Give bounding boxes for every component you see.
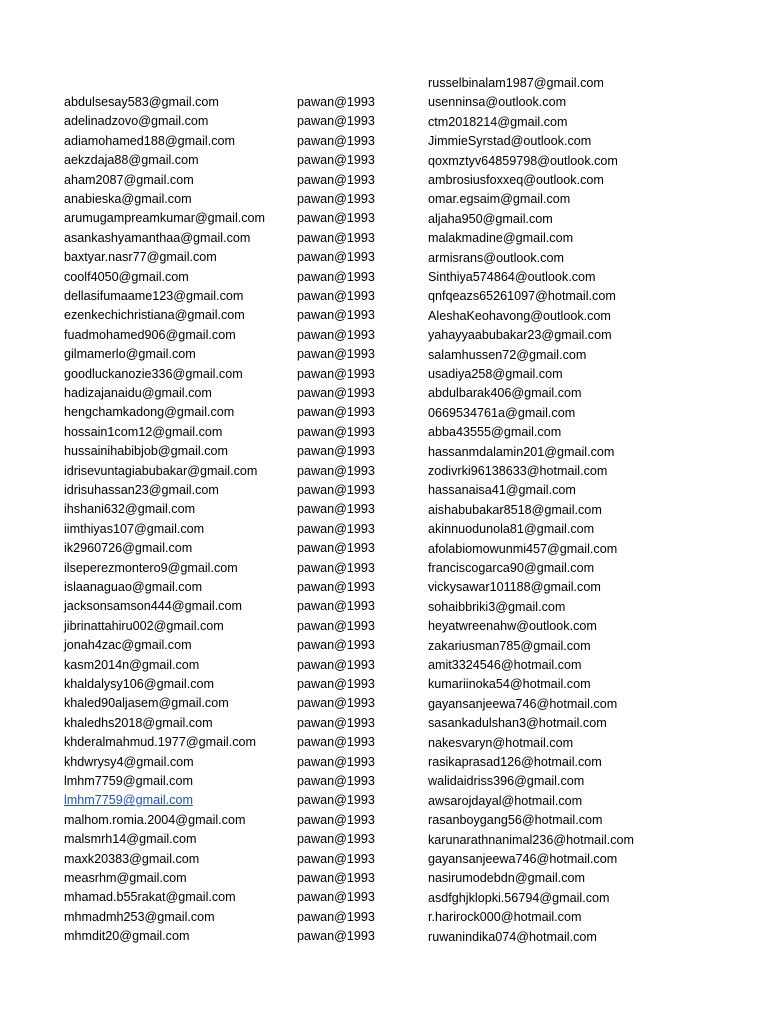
password-cell: pawan@1993 — [297, 754, 375, 769]
email-cell: hengchamkadong@gmail.com — [64, 405, 235, 420]
email-cell: adelinadzovo@gmail.com — [64, 114, 209, 129]
password-cell: pawan@1993 — [297, 657, 375, 672]
email-cell: hussainihabibjob@gmail.com — [64, 444, 228, 459]
password-cell: pawan@1993 — [297, 812, 375, 827]
password-cell: pawan@1993 — [297, 871, 375, 885]
email-cell: aekzdaja88@gmail.com — [64, 153, 199, 168]
email-cell: karunarathnanimal236@hotmail.com — [428, 832, 634, 847]
email-cell: usadiya258@gmail.com — [428, 367, 563, 381]
email-cell: baxtyar.nasr77@gmail.com — [64, 250, 217, 265]
password-cell: pawan@1993 — [297, 444, 375, 459]
email-cell: arumugampreamkumar@gmail.com — [64, 211, 266, 226]
email-cell: asdfghjklopki.56794@gmail.com — [428, 890, 610, 905]
password-cell: pawan@1993 — [297, 327, 375, 342]
email-cell: abdulbarak406@gmail.com — [428, 386, 582, 401]
email-cell: JimmieSyrstad@outlook.com — [428, 134, 592, 149]
email-cell: gilmamerlo@gmail.com — [64, 347, 196, 362]
email-cell: yahayyaabubakar23@gmail.com — [428, 328, 612, 343]
email-cell: qnfqeazs65261097@hotmail.com — [428, 289, 616, 304]
email-link[interactable]: lmhm7759@gmail.com — [64, 793, 193, 808]
email-cell: armisrans@outlook.com — [428, 250, 564, 265]
password-cell: pawan@1993 — [297, 211, 375, 226]
email-cell: russelbinalam1987@gmail.com — [428, 76, 604, 90]
password-cell: pawan@1993 — [297, 308, 375, 323]
email-cell: jibrinattahiru002@gmail.com — [64, 618, 224, 633]
email-cell: idrisevuntagiabubakar@gmail.com — [64, 463, 258, 478]
password-cell: pawan@1993 — [297, 347, 375, 362]
email-cell: nasirumodebdn@gmail.com — [428, 871, 585, 886]
email-cell: gayansanjeewa746@hotmail.com — [428, 852, 618, 866]
password-cell: pawan@1993 — [297, 133, 375, 148]
password-cell: pawan@1993 — [297, 715, 375, 730]
email-cell: hadizajanaidu@gmail.com — [64, 386, 212, 400]
password-cell: pawan@1993 — [297, 909, 375, 924]
email-cell: islaanaguao@gmail.com — [64, 580, 203, 594]
email-cell: mhamad.b55rakat@gmail.com — [64, 890, 236, 905]
email-cell: sohaibbriki3@gmail.com — [428, 599, 566, 614]
password-cell: pawan@1993 — [297, 289, 375, 303]
email-cell: ilseperezmontero9@gmail.com — [64, 560, 238, 575]
email-cell: walidaidriss396@gmail.com — [428, 774, 585, 789]
email-cell: 0669534761a@gmail.com — [428, 405, 576, 420]
email-cell: malsmrh14@gmail.com — [64, 832, 197, 847]
password-cell: pawan@1993 — [297, 774, 375, 788]
email-cell: fuadmohamed906@gmail.com — [64, 327, 236, 342]
password-cell: pawan@1993 — [297, 114, 375, 129]
email-cell: AleshaKeohavong@outlook.com — [428, 308, 611, 323]
password-cell: pawan@1993 — [297, 269, 375, 284]
password-cell: pawan@1993 — [297, 192, 375, 206]
email-cell: maxk20383@gmail.com — [64, 851, 200, 866]
password-cell: pawan@1993 — [297, 560, 375, 575]
email-cell: sasankadulshan3@hotmail.com — [428, 716, 607, 731]
email-cell: aishabubakar8518@gmail.com — [428, 502, 602, 517]
password-cell: pawan@1993 — [297, 793, 375, 808]
email-cell: khaledhs2018@gmail.com — [64, 715, 213, 730]
email-cell: franciscogarca90@gmail.com — [428, 561, 595, 575]
email-cell: lmhm7759@gmail.com — [64, 774, 193, 788]
email-cell: hassanaisa41@gmail.com — [428, 483, 576, 498]
email-cell: hassanmdalamin201@gmail.com — [428, 444, 615, 459]
password-cell: pawan@1993 — [297, 677, 375, 691]
email-cell: afolabiomowunmi457@gmail.com — [428, 541, 618, 556]
password-cell: pawan@1993 — [297, 502, 375, 517]
email-cell: salamhussen72@gmail.com — [428, 347, 587, 362]
email-cell: ezenkechichristiana@gmail.com — [64, 308, 245, 323]
email-cell: heyatwreenahw@outlook.com — [428, 619, 597, 634]
email-cell: ruwanindika074@hotmail.com — [428, 929, 597, 944]
email-cell: iimthiyas107@gmail.com — [64, 521, 205, 536]
email-cell: kumariinoka54@hotmail.com — [428, 677, 591, 692]
password-cell: pawan@1993 — [297, 230, 375, 245]
email-cell: zakariusman785@gmail.com — [428, 638, 591, 653]
email-cell: rasanboygang56@hotmail.com — [428, 813, 603, 828]
email-cell: goodluckanozie336@gmail.com — [64, 366, 243, 381]
email-cell: khdwrysy4@gmail.com — [64, 754, 194, 769]
password-cell: pawan@1993 — [297, 172, 375, 187]
password-cell: pawan@1993 — [297, 929, 375, 944]
email-cell: anabieska@gmail.com — [64, 192, 192, 206]
password-cell: pawan@1993 — [297, 366, 375, 381]
password-cell: pawan@1993 — [297, 521, 375, 536]
email-cell: dellasifumaame123@gmail.com — [64, 289, 244, 303]
email-cell: aljaha950@gmail.com — [428, 211, 553, 226]
password-cell: pawan@1993 — [297, 386, 375, 400]
email-cell: ik2960726@gmail.com — [64, 541, 193, 556]
password-cell: pawan@1993 — [297, 424, 375, 439]
email-cell: Sinthiya574864@outlook.com — [428, 270, 596, 284]
password-cell: pawan@1993 — [297, 696, 375, 711]
email-cell: gayansanjeewa746@hotmail.com — [428, 696, 618, 711]
email-cell: idrisuhassan23@gmail.com — [64, 483, 219, 497]
email-cell: mhmdit20@gmail.com — [64, 929, 190, 944]
email-cell: qoxmztyv64859798@outlook.com — [428, 153, 618, 168]
password-cell: pawan@1993 — [297, 405, 375, 420]
email-cell: mhmadmh253@gmail.com — [64, 909, 215, 924]
email-cell: akinnuodunola81@gmail.com — [428, 522, 595, 537]
email-cell: khaldalysy106@gmail.com — [64, 677, 214, 691]
email-cell: hossain1com12@gmail.com — [64, 424, 223, 439]
email-cell: zodivrki96138633@hotmail.com — [428, 464, 608, 478]
password-cell: pawan@1993 — [297, 851, 375, 866]
password-cell: pawan@1993 — [297, 735, 375, 750]
email-cell: coolf4050@gmail.com — [64, 269, 189, 284]
email-cell: awsarojdayal@hotmail.com — [428, 793, 583, 808]
email-cell: rasikaprasad126@hotmail.com — [428, 755, 602, 769]
email-cell: abdulsesay583@gmail.com — [64, 95, 219, 109]
password-cell: pawan@1993 — [297, 580, 375, 594]
email-cell: vickysawar101188@gmail.com — [428, 580, 601, 595]
password-cell: pawan@1993 — [297, 250, 375, 265]
email-cell: malakmadine@gmail.com — [428, 231, 574, 246]
password-cell: pawan@1993 — [297, 832, 375, 847]
password-cell: pawan@1993 — [297, 890, 375, 905]
password-cell: pawan@1993 — [297, 599, 375, 614]
email-cell: kasm2014n@gmail.com — [64, 657, 200, 672]
email-cell: aham2087@gmail.com — [64, 172, 194, 187]
password-cell: pawan@1993 — [297, 95, 375, 109]
email-cell: r.harirock000@hotmail.com — [428, 910, 582, 925]
email-cell: jacksonsamson444@gmail.com — [64, 599, 242, 614]
email-cell: ambrosiusfoxxeq@outlook.com — [428, 173, 604, 187]
email-cell: nakesvaryn@hotmail.com — [428, 735, 574, 750]
password-cell: pawan@1993 — [297, 618, 375, 633]
email-cell: measrhm@gmail.com — [64, 871, 187, 885]
email-cell: khderalmahmud.1977@gmail.com — [64, 735, 256, 750]
email-cell: amit3324546@hotmail.com — [428, 658, 582, 672]
password-cell: pawan@1993 — [297, 638, 375, 653]
password-cell: pawan@1993 — [297, 483, 375, 497]
password-cell: pawan@1993 — [297, 153, 375, 168]
email-cell: khaled90aljasem@gmail.com — [64, 696, 229, 711]
email-cell: asankashyamanthaa@gmail.com — [64, 230, 251, 245]
email-cell: omar.egsaim@gmail.com — [428, 192, 571, 207]
email-cell: ihshani632@gmail.com — [64, 502, 196, 517]
password-cell: pawan@1993 — [297, 541, 375, 556]
email-cell: jonah4zac@gmail.com — [64, 638, 192, 653]
email-cell: adiamohamed188@gmail.com — [64, 133, 235, 148]
password-cell: pawan@1993 — [297, 463, 375, 478]
email-cell: ctm2018214@gmail.com — [428, 114, 568, 129]
email-cell: abba43555@gmail.com — [428, 425, 562, 440]
email-cell: malhom.romia.2004@gmail.com — [64, 812, 246, 827]
email-cell: usenninsa@outlook.com — [428, 95, 567, 110]
